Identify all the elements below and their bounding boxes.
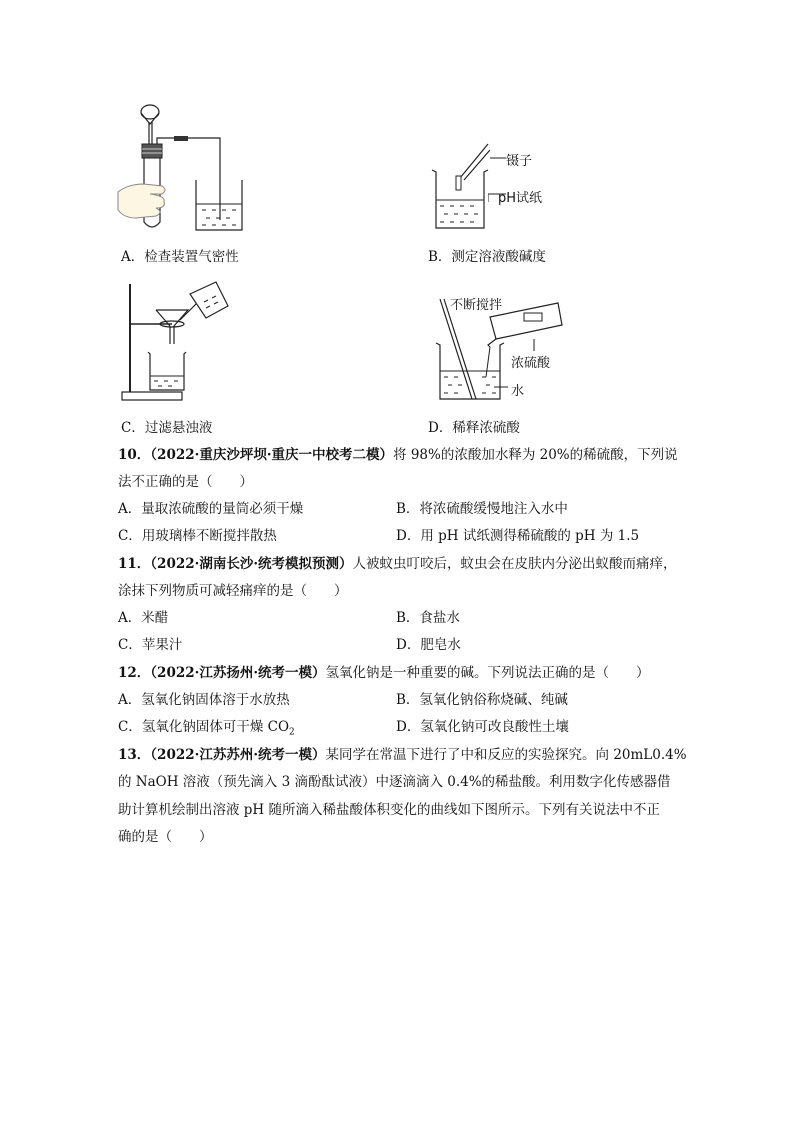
figure-b-ph-test bbox=[430, 140, 490, 232]
question-11-stem: 人被蚊虫叮咬后，蚊虫会在皮肤内分泌出蚁酸而痛痒， bbox=[352, 556, 677, 572]
question-11-option-c[interactable]: C．苹果汁 bbox=[118, 637, 183, 653]
question-11-option-b[interactable]: B．食盐水 bbox=[396, 610, 460, 626]
question-12-option-c-subscript: 2 bbox=[289, 727, 295, 738]
question-10-stem: 将 98%的浓酸加水释为 20%的稀硫酸，下列说 bbox=[393, 447, 678, 463]
question-10-option-c[interactable]: C．用玻璃棒不断搅拌散热 bbox=[118, 528, 277, 544]
question-10-line-2: 法不正确的是（ ） bbox=[118, 474, 253, 490]
question-12-option-b[interactable]: B．氢氧化钠俗称烧碱、纯碱 bbox=[396, 692, 568, 708]
figure-b-caption: B．测定溶液酸碱度 bbox=[428, 249, 546, 265]
question-12-stem: 氢氧化钠是一种重要的碱。下列说法正确的是（ ） bbox=[325, 665, 650, 681]
figure-d-label-acid: 浓硫酸 bbox=[511, 356, 551, 371]
question-12-line-1 bbox=[118, 661, 650, 681]
question-12-number: 12． bbox=[118, 665, 151, 681]
question-11-source: （2022·湖南长沙·统考模拟预测） bbox=[150, 556, 353, 572]
figure-a-airtightness bbox=[116, 100, 256, 240]
question-11-option-d[interactable]: D．肥皂水 bbox=[396, 637, 461, 653]
question-11-line-1 bbox=[118, 552, 677, 572]
question-11-line-2: 涂抹下列物质可减轻痛痒的是（ ） bbox=[118, 583, 348, 599]
question-11-number: 11． bbox=[118, 556, 151, 572]
question-12-option-c[interactable] bbox=[118, 715, 295, 738]
question-10-line-1 bbox=[118, 443, 678, 463]
question-12-source: （2022·江苏扬州·统考一模） bbox=[150, 665, 326, 681]
question-13-stem: 某同学在常温下进行了中和反应的实验探究。向 20mL0.4% bbox=[325, 747, 687, 763]
question-13-line-2: 的 NaOH 溶液（预先滴入 3 滴酚酞试液）中逐滴滴入 0.4%的稀盐酸。利用数字化传感器借 bbox=[118, 774, 671, 790]
question-10-number: 10． bbox=[118, 447, 151, 463]
question-13-line-1 bbox=[118, 743, 687, 763]
figure-b-label-tweezers: 镊子 bbox=[506, 154, 533, 169]
figure-b-label-ph-paper: pH试纸 bbox=[498, 191, 543, 206]
figure-d-caption: D．稀释浓硫酸 bbox=[428, 420, 520, 436]
figure-c-filtration bbox=[118, 280, 230, 408]
question-13-line-4: 确的是（ ） bbox=[118, 829, 213, 845]
question-11-option-a[interactable]: A．米醋 bbox=[118, 610, 169, 626]
question-12-option-c-text: C．氢氧化钠固体可干燥 CO bbox=[118, 719, 290, 735]
question-10-option-a[interactable]: A．量取浓硫酸的量筒必须干燥 bbox=[118, 501, 304, 517]
question-12-option-d[interactable]: D．氢氧化钠可改良酸性土壤 bbox=[396, 719, 569, 735]
figure-c-caption: C．过滤悬浊液 bbox=[121, 420, 213, 436]
question-12-option-a[interactable]: A．氢氧化钠固体溶于水放热 bbox=[118, 692, 290, 708]
figure-d-label-stir: 不断搅拌 bbox=[450, 298, 503, 313]
question-10-source: （2022·重庆沙坪坝·重庆一中校考二模） bbox=[150, 447, 394, 463]
question-13-source: （2022·江苏苏州·统考一模） bbox=[150, 747, 326, 763]
question-10-option-d[interactable]: D．用 pH 试纸测得稀硫酸的 pH 为 1.5 bbox=[396, 528, 640, 544]
figure-a-caption: A．检查装置气密性 bbox=[121, 249, 239, 265]
question-10-option-b[interactable]: B．将浓硫酸缓慢地注入水中 bbox=[396, 501, 568, 517]
question-13-line-3: 助计算机绘制出溶液 pH 随所滴入稀盐酸体积变化的曲线如下图所示。下列有关说法中不正 bbox=[118, 802, 660, 818]
figure-d-label-water: 水 bbox=[511, 384, 525, 399]
question-13-number: 13． bbox=[118, 747, 151, 763]
